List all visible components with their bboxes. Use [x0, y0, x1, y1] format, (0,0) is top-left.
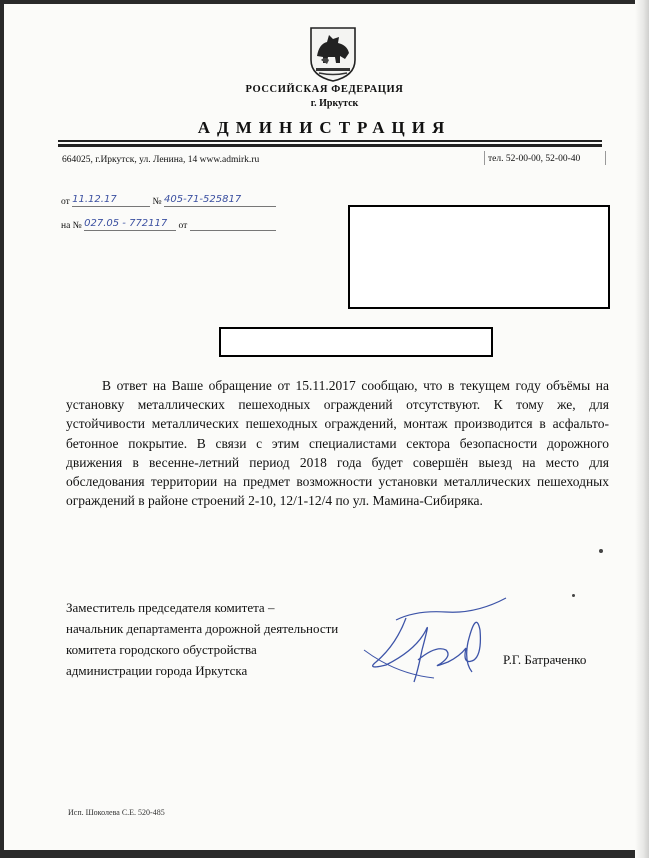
incoming-reference	[61, 218, 276, 231]
number-field	[164, 194, 276, 207]
number-prefix: №	[152, 197, 162, 207]
country-name: РОССИЙСКАЯ ФЕДЕРАЦИЯ	[245, 84, 404, 95]
redacted-recipient-block	[348, 205, 610, 309]
executor-note: Исп. Шоколева С.Е. 520-485	[68, 808, 165, 817]
reply-from-prefix: от	[178, 221, 188, 231]
date-prefix: от	[61, 197, 70, 207]
organization-title: АДМИНИСТРАЦИЯ	[197, 118, 452, 137]
body-paragraph: В ответ на Ваше обращение от 15.11.2017 сообщаю, что в текущем году объёмы на установку металлических пешеходных ограждений отсутствуют. К тому же, для устойчивости металлических пешеходных ограждений, монтаж производится в асфальто-бетонное покрытие. В связи с этим специалистами сектора безопасности дорожного движения в весенне-летний период 2018 года будет совершён выезд на место для обследования территории на предмет возможности установки металлических пешеходных ограждений в районе строений 2-10, 12/1-12/4 по ул. Мамина-Сибиряка.	[66, 378, 609, 509]
phone-line: тел. 52-00-00, 52-00-40	[488, 154, 581, 164]
signatory-name: Р.Г. Батраченко	[503, 652, 587, 667]
reply-date-field	[190, 218, 276, 231]
date-field	[72, 194, 150, 207]
signatory-position	[66, 597, 338, 681]
position-line-2: начальник департамента дорожной деятельности	[66, 621, 339, 636]
letter-body	[66, 376, 609, 510]
date-value: 11.12.17	[72, 194, 117, 205]
scan-speck	[572, 594, 575, 597]
header-rule	[58, 140, 602, 142]
header-rule-thick	[58, 144, 602, 147]
redacted-salutation	[219, 327, 493, 357]
reply-prefix: на №	[61, 221, 82, 231]
reply-number-value: 027.05 - 772117	[84, 218, 168, 229]
position-line-1: Заместитель председателя комитета –	[66, 600, 275, 615]
handwritten-signature	[356, 590, 516, 690]
position-line-3: комитета городского обустройства	[66, 642, 257, 657]
reply-number-field	[84, 218, 176, 231]
number-value: 405-71-525817	[163, 194, 242, 205]
address-line: 664025, г.Иркутск, ул. Ленина, 14 www.admirk.ru	[62, 155, 260, 165]
city-name: г. Иркутск	[310, 98, 359, 109]
scan-speck	[599, 549, 603, 553]
outgoing-reference	[61, 194, 276, 207]
irkutsk-coat-of-arms-icon	[309, 26, 357, 82]
position-line-4: администрации города Иркутска	[66, 663, 248, 678]
